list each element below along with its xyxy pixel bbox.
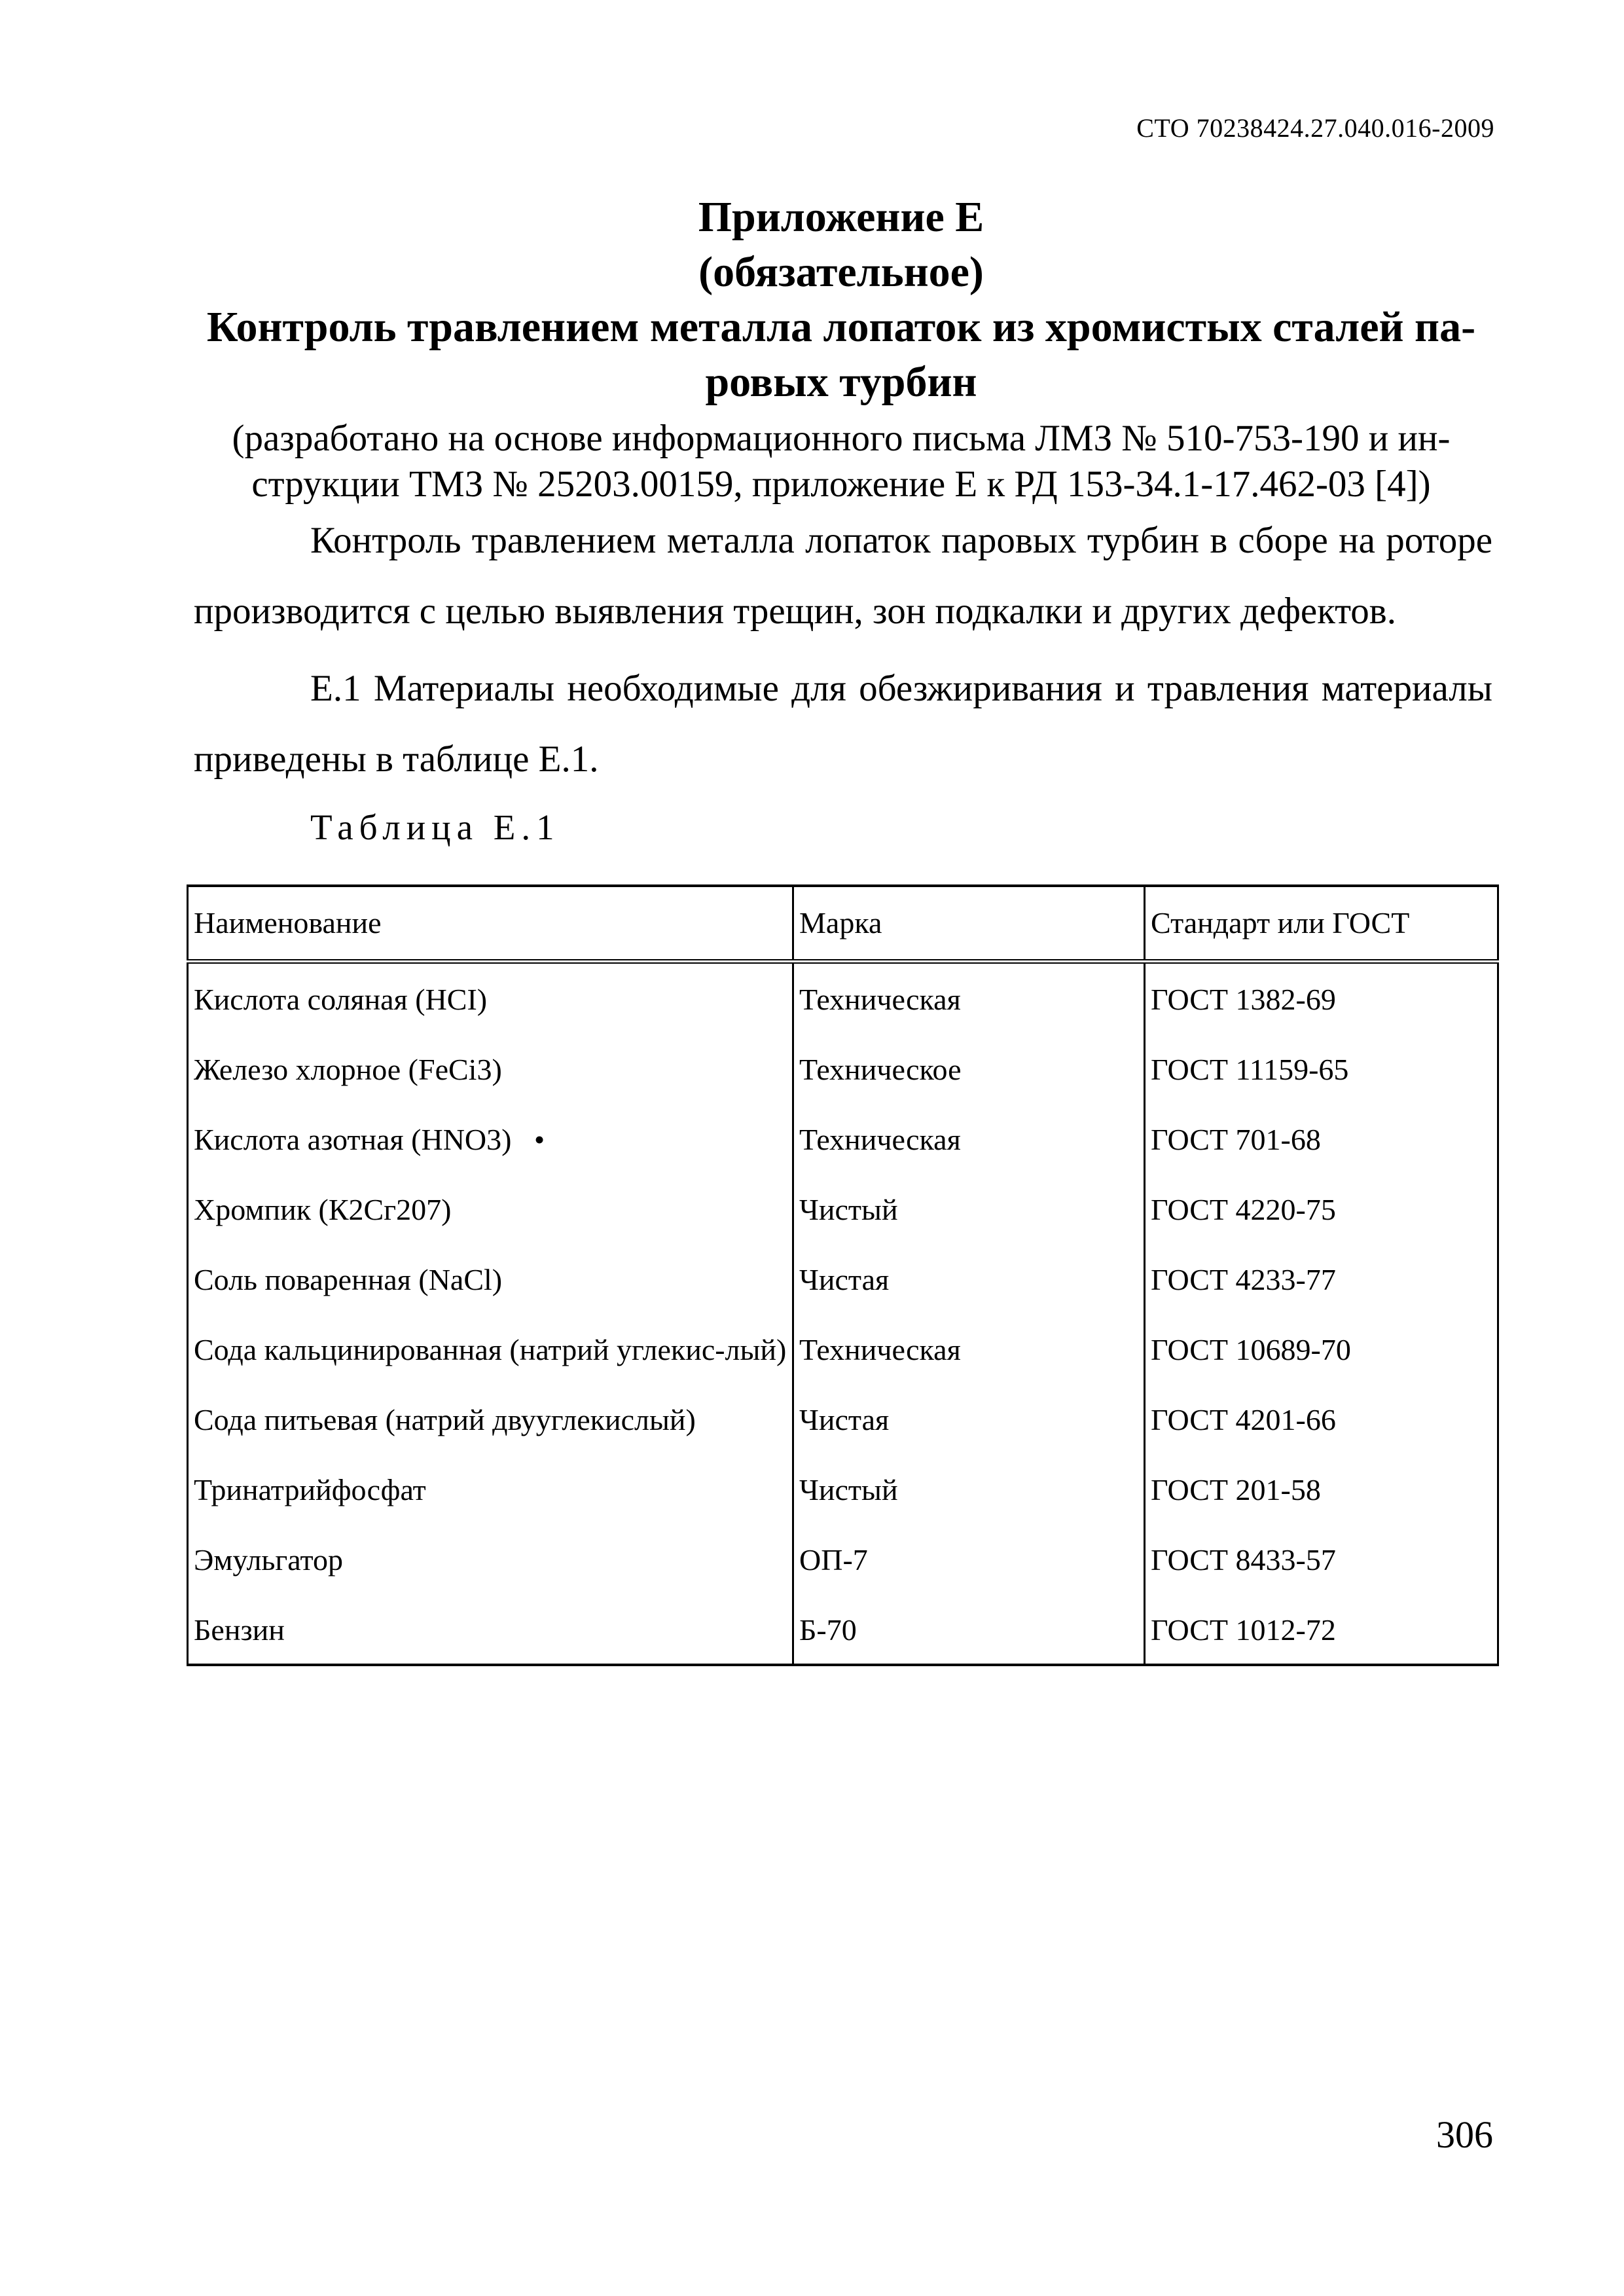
cell-name: Кислота азотная (HNO3) •	[188, 1104, 793, 1174]
table-row	[188, 1034, 1498, 1104]
appendix-title: Приложение Е	[698, 193, 984, 241]
appendix-status: (обязательное)	[698, 248, 984, 296]
cell-grade: Техническая	[793, 1104, 1145, 1174]
materials-paragraph-text: Е.1 Материалы необходимые для обезжиривания и травления материалы приведены в таблице Е.1.	[194, 668, 1492, 780]
cell-grade: Чистый	[793, 1174, 1145, 1244]
table-row	[188, 1594, 1498, 1665]
table-row	[188, 1454, 1498, 1524]
appendix-subject-line-2: ровых турбин	[705, 358, 977, 406]
table-header-row	[188, 886, 1498, 962]
table-row	[188, 1314, 1498, 1384]
cell-name: Тринатрийфосфат	[188, 1454, 793, 1524]
cell-name: Эмульгатор	[188, 1524, 793, 1594]
cell-standard: ГОСТ 4201-66	[1145, 1384, 1498, 1454]
source-note	[190, 416, 1492, 507]
cell-standard: ГОСТ 201-58	[1145, 1454, 1498, 1524]
cell-grade: Техническая	[793, 1314, 1145, 1384]
cell-grade: Чистая	[793, 1384, 1145, 1454]
intro-paragraph	[194, 505, 1492, 647]
cell-standard: ГОСТ 11159-65	[1145, 1034, 1498, 1104]
table-row	[188, 1524, 1498, 1594]
materials-paragraph	[194, 653, 1492, 795]
page-number: 306	[1436, 2113, 1493, 2156]
cell-name: Соль поваренная (NaCl)	[188, 1244, 793, 1314]
appendix-subject-line-1: Контроль травлением металла лопаток из хромистых сталей па-	[206, 303, 1476, 351]
cell-standard: ГОСТ 1382-69	[1145, 962, 1498, 1034]
cell-name: Хромпик (К2Сг207)	[188, 1174, 793, 1244]
cell-standard: ГОСТ 1012-72	[1145, 1594, 1498, 1665]
cell-standard: ГОСТ 701-68	[1145, 1104, 1498, 1174]
table-row	[188, 962, 1498, 1034]
source-note-line-1: (разработано на основе информационного письма ЛМЗ № 510-753-190 и ин-	[232, 418, 1451, 459]
source-note-line-2: струкции ТМЗ № 25203.00159, приложение Е к РД 153-34.1-17.462-03 [4])	[251, 464, 1431, 505]
cell-standard: ГОСТ 4233-77	[1145, 1244, 1498, 1314]
header-name: Наименование	[188, 886, 793, 962]
cell-name: Железо хлорное (FeCi3)	[188, 1034, 793, 1104]
table-row	[188, 1244, 1498, 1314]
cell-standard: ГОСТ 4220-75	[1145, 1174, 1498, 1244]
cell-name: Кислота соляная (HCI)	[188, 962, 793, 1034]
document-code: СТО 70238424.27.040.016-2009	[1136, 113, 1494, 143]
materials-table	[187, 884, 1499, 1666]
cell-name: Бензин	[188, 1594, 793, 1665]
cell-standard: ГОСТ 10689-70	[1145, 1314, 1498, 1384]
header-grade: Марка	[793, 886, 1145, 962]
table-row	[188, 1384, 1498, 1454]
cell-grade: Б-70	[793, 1594, 1145, 1665]
appendix-heading	[190, 190, 1492, 410]
cell-grade: ОП-7	[793, 1524, 1145, 1594]
cell-grade: Чистый	[793, 1454, 1145, 1524]
cell-name: Сода питьевая (натрий двууглекислый)	[188, 1384, 793, 1454]
cell-grade: Техническая	[793, 962, 1145, 1034]
table-caption: Таблица Е.1	[310, 807, 560, 847]
header-standard: Стандарт или ГОСТ	[1145, 886, 1498, 962]
cell-grade: Техническое	[793, 1034, 1145, 1104]
cell-grade: Чистая	[793, 1244, 1145, 1314]
table-row	[188, 1104, 1498, 1174]
intro-paragraph-text: Контроль травлением металла лопаток паровых турбин в сборе на роторе производится с целью выявления трещин, зон подкалки и других дефектов.	[194, 520, 1492, 632]
table-row	[188, 1174, 1498, 1244]
cell-standard: ГОСТ 8433-57	[1145, 1524, 1498, 1594]
cell-name: Сода кальцинированная (натрий углекис-лый)	[188, 1314, 793, 1384]
